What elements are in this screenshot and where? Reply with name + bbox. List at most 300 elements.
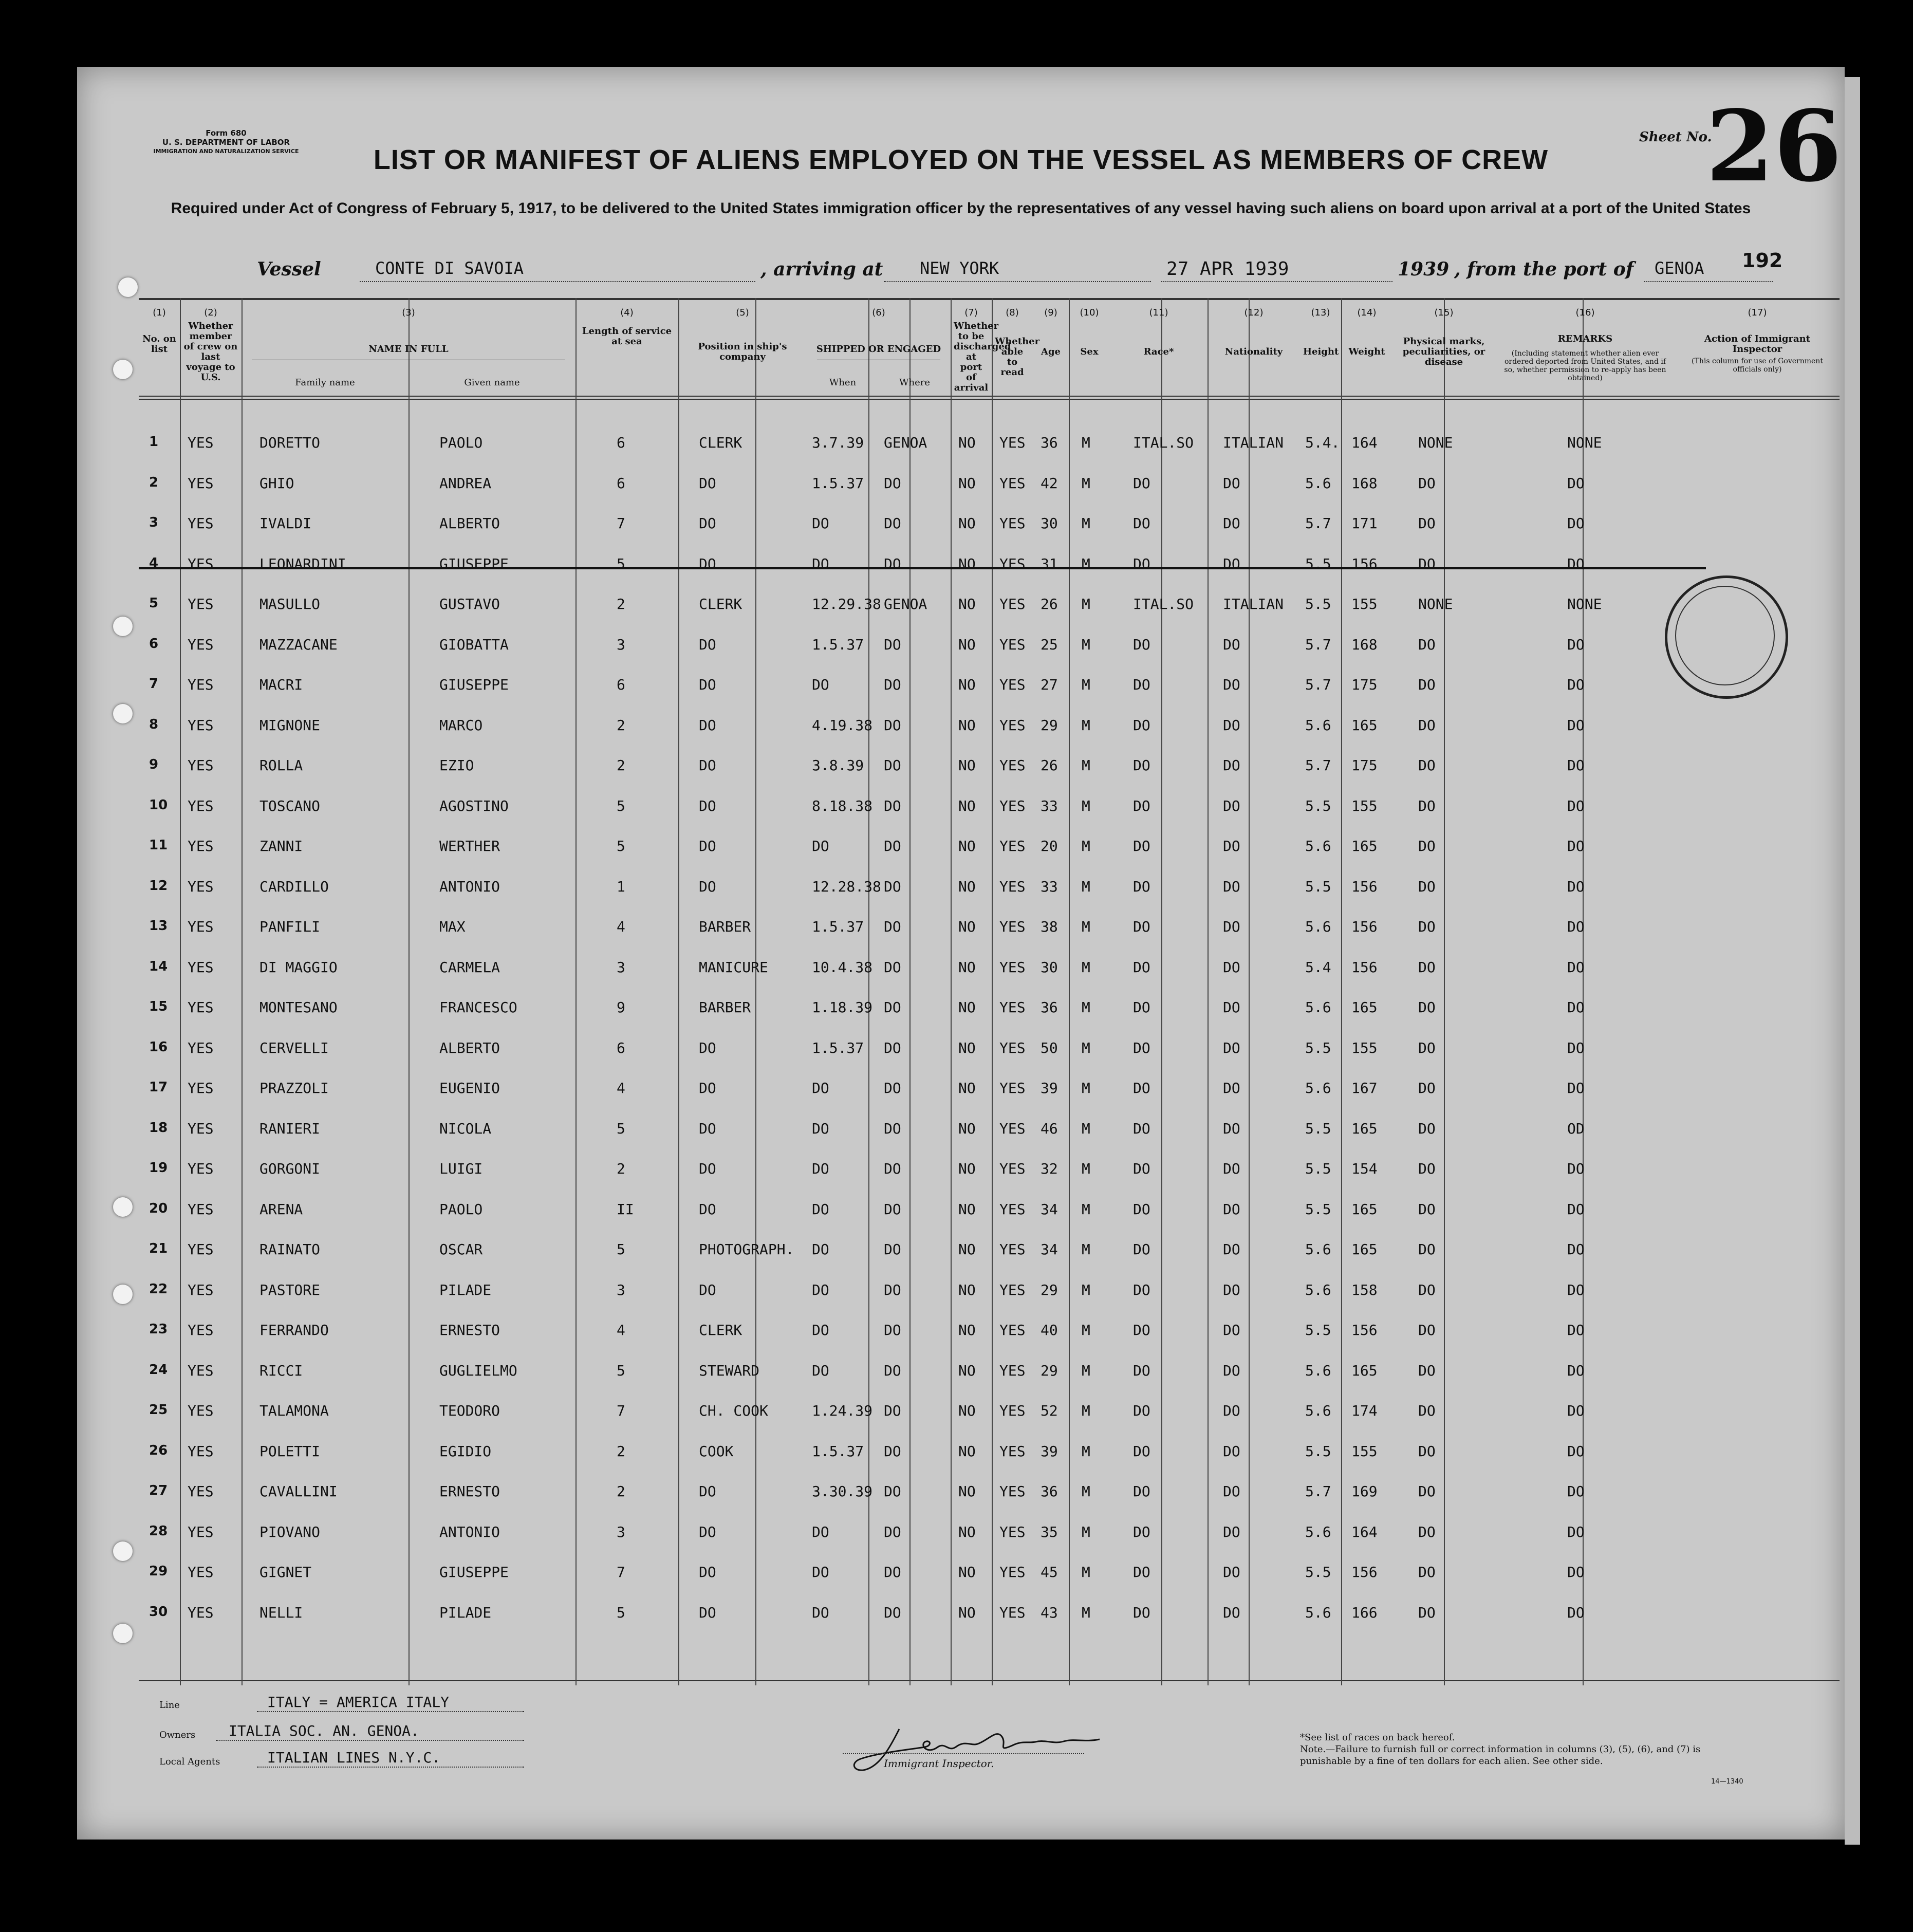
- cell-read: YES: [999, 1604, 1026, 1621]
- cell-given: ALBERTO: [439, 1039, 500, 1056]
- cell-no: 23: [149, 1322, 168, 1337]
- cell-when: 1.5.37: [812, 918, 864, 935]
- cell-remarks: DO: [1567, 1362, 1585, 1379]
- cell-position: DO: [699, 1160, 716, 1177]
- cell-weight: 175: [1351, 757, 1378, 774]
- cell-discharged: NO: [958, 757, 976, 774]
- cell-race: DO: [1133, 1402, 1150, 1419]
- cell-age: 45: [1041, 1564, 1058, 1581]
- cell-position: DO: [699, 1564, 716, 1581]
- cell-remarks: DO: [1567, 838, 1585, 854]
- cell-sex: M: [1082, 1564, 1090, 1581]
- cell-nationality: DO: [1223, 1120, 1240, 1137]
- cell-position: DO: [699, 555, 716, 572]
- cell-marks: DO: [1418, 474, 1436, 492]
- vessel-label: Vessel: [257, 258, 321, 280]
- cell-weight: 174: [1351, 1402, 1378, 1419]
- cell-prev: YES: [188, 1604, 214, 1621]
- cell-age: 25: [1041, 636, 1058, 653]
- cell-sex: M: [1082, 878, 1090, 895]
- cell-weight: 167: [1351, 1080, 1378, 1097]
- cell-remarks: DO: [1567, 958, 1585, 976]
- cell-where: DO: [884, 1160, 901, 1177]
- cell-discharged: NO: [958, 958, 976, 976]
- cell-prev: YES: [188, 515, 214, 532]
- cell-where: DO: [884, 1080, 901, 1097]
- cell-where: DO: [884, 918, 901, 935]
- cell-marks: DO: [1418, 1160, 1436, 1177]
- cell-nationality: DO: [1223, 999, 1240, 1016]
- cell-weight: 156: [1351, 958, 1378, 976]
- cell-remarks: DO: [1567, 1080, 1585, 1097]
- sheet-edge: [1845, 77, 1860, 1845]
- cell-race: DO: [1133, 958, 1150, 976]
- cell-given: GUGLIELMO: [439, 1362, 517, 1379]
- cell-sex: M: [1082, 958, 1090, 976]
- cell-sex: M: [1082, 999, 1090, 1016]
- cell-discharged: NO: [958, 555, 976, 572]
- cell-prev: YES: [188, 1120, 214, 1137]
- owners-label: Owners: [159, 1730, 196, 1740]
- footer-notes: [1300, 1732, 1737, 1767]
- cell-discharged: NO: [958, 474, 976, 492]
- cell-read: YES: [999, 757, 1026, 774]
- cell-race: DO: [1133, 797, 1150, 814]
- cell-discharged: NO: [958, 1281, 976, 1298]
- cell-read: YES: [999, 474, 1026, 492]
- cell-position: DO: [699, 676, 716, 693]
- cell-given: ANTONIO: [439, 1523, 500, 1540]
- cell-prev: YES: [188, 596, 214, 612]
- cell-age: 33: [1041, 797, 1058, 814]
- column-number: (10): [1080, 307, 1099, 318]
- cell-service: 5: [617, 1241, 625, 1258]
- cell-race: DO: [1133, 878, 1150, 895]
- cell-service: 7: [617, 1402, 625, 1419]
- cell-family: ROLLA: [259, 757, 303, 774]
- races-note: *See list of races on back hereof.: [1300, 1732, 1455, 1743]
- column-header: Sex: [1080, 346, 1099, 357]
- cell-prev: YES: [188, 1362, 214, 1379]
- inspector-label: Immigrant Inspector.: [884, 1757, 994, 1770]
- table-row: [139, 1241, 1840, 1282]
- cell-prev: YES: [188, 958, 214, 976]
- sheet-number: 26: [1706, 89, 1842, 203]
- cell-position: MANICURE: [699, 958, 768, 976]
- cell-weight: 156: [1351, 1564, 1378, 1581]
- cell-age: 46: [1041, 1120, 1058, 1137]
- cell-marks: DO: [1418, 515, 1436, 532]
- cell-discharged: NO: [958, 1442, 976, 1460]
- cell-weight: 156: [1351, 918, 1378, 935]
- cell-family: GHIO: [259, 474, 294, 492]
- cell-sex: M: [1082, 1039, 1090, 1056]
- table-row: [139, 1120, 1840, 1161]
- cell-where: DO: [884, 716, 901, 734]
- cell-discharged: NO: [958, 1523, 976, 1540]
- cell-nationality: DO: [1223, 555, 1240, 572]
- cell-weight: 175: [1351, 676, 1378, 693]
- column-number: (13): [1311, 307, 1330, 318]
- cell-service: 5: [617, 555, 625, 572]
- cell-height: 5.5: [1305, 878, 1331, 895]
- cell-position: DO: [699, 878, 716, 895]
- cell-position: DO: [699, 1120, 716, 1137]
- cell-height: 5.7: [1305, 1483, 1331, 1500]
- vessel-line: [257, 254, 1850, 285]
- cell-family: TOSCANO: [259, 797, 321, 814]
- cell-nationality: DO: [1223, 636, 1240, 653]
- table-row: [139, 596, 1840, 637]
- cell-no: 27: [149, 1483, 168, 1498]
- cell-position: CH. COOK: [699, 1402, 768, 1419]
- cell-nationality: DO: [1223, 878, 1240, 895]
- cell-where: DO: [884, 838, 901, 854]
- agents-value: ITALIAN LINES N.Y.C.: [267, 1749, 441, 1766]
- punch-hole: [113, 360, 133, 379]
- cell-sex: M: [1082, 636, 1090, 653]
- cell-discharged: NO: [958, 1080, 976, 1097]
- cell-nationality: DO: [1223, 1080, 1240, 1097]
- vessel-name: CONTE DI SAVOIA: [375, 258, 524, 278]
- cell-when: DO: [812, 1200, 829, 1218]
- cell-remarks: DO: [1567, 1564, 1585, 1581]
- cell-where: DO: [884, 1483, 901, 1500]
- cell-sex: M: [1082, 1442, 1090, 1460]
- cell-race: ITAL.SO: [1133, 434, 1194, 451]
- cell-nationality: DO: [1223, 1442, 1240, 1460]
- cell-prev: YES: [188, 1241, 214, 1258]
- table-row: [139, 515, 1840, 556]
- cell-where: DO: [884, 1523, 901, 1540]
- cell-age: 42: [1041, 474, 1058, 492]
- cell-sex: M: [1082, 676, 1090, 693]
- cell-marks: DO: [1418, 1080, 1436, 1097]
- subheader-note: (This column for use of Government officials only): [1692, 357, 1823, 374]
- cell-when: 8.18.38: [812, 797, 873, 814]
- cell-when: DO: [812, 555, 829, 572]
- cell-nationality: DO: [1223, 1362, 1240, 1379]
- table-row: [139, 918, 1840, 959]
- cell-discharged: NO: [958, 1200, 976, 1218]
- cell-height: 5.6: [1305, 1604, 1331, 1621]
- cell-where: DO: [884, 958, 901, 976]
- cell-position: DO: [699, 1523, 716, 1540]
- cell-age: 29: [1041, 716, 1058, 734]
- cell-weight: 165: [1351, 716, 1378, 734]
- cell-remarks: DO: [1567, 474, 1585, 492]
- cell-prev: YES: [188, 555, 214, 572]
- cell-read: YES: [999, 555, 1026, 572]
- cell-age: 39: [1041, 1080, 1058, 1097]
- crew-table: [139, 298, 1840, 1685]
- column-number: (15): [1434, 307, 1454, 318]
- punch-hole: [113, 1285, 133, 1304]
- cell-discharged: NO: [958, 1564, 976, 1581]
- table-row: [139, 1524, 1840, 1565]
- cell-weight: 165: [1351, 1120, 1378, 1137]
- cell-read: YES: [999, 1322, 1026, 1339]
- cell-when: 1.18.39: [812, 999, 873, 1016]
- cell-race: DO: [1133, 1564, 1150, 1581]
- cell-given: MARCO: [439, 716, 483, 734]
- cell-discharged: NO: [958, 636, 976, 653]
- cell-prev: YES: [188, 1322, 214, 1339]
- cell-given: OSCAR: [439, 1241, 483, 1258]
- cell-family: GORGONI: [259, 1160, 321, 1177]
- cell-sex: M: [1082, 596, 1090, 612]
- cell-read: YES: [999, 1523, 1026, 1540]
- cell-sex: M: [1082, 1523, 1090, 1540]
- cell-age: 26: [1041, 757, 1058, 774]
- cell-height: 5.7: [1305, 515, 1331, 532]
- cell-when: 1.5.37: [812, 1039, 864, 1056]
- cell-marks: DO: [1418, 1120, 1436, 1137]
- cell-service: 3: [617, 1281, 625, 1298]
- cell-race: DO: [1133, 515, 1150, 532]
- table-row: [139, 475, 1840, 516]
- sheet-label: Sheet No.: [1639, 129, 1712, 145]
- cell-service: 2: [617, 1160, 625, 1177]
- cell-race: DO: [1133, 1039, 1150, 1056]
- cell-weight: 155: [1351, 797, 1378, 814]
- cell-age: 30: [1041, 958, 1058, 976]
- cell-weight: 154: [1351, 1160, 1378, 1177]
- cell-prev: YES: [188, 474, 214, 492]
- cell-discharged: NO: [958, 1362, 976, 1379]
- cell-remarks: DO: [1567, 1039, 1585, 1056]
- cell-no: 13: [149, 918, 168, 934]
- cell-when: 1.5.37: [812, 636, 864, 653]
- cell-service: 2: [617, 757, 625, 774]
- cell-read: YES: [999, 716, 1026, 734]
- cell-no: 21: [149, 1241, 168, 1256]
- cell-weight: 155: [1351, 1442, 1378, 1460]
- cell-read: YES: [999, 958, 1026, 976]
- cell-position: DO: [699, 636, 716, 653]
- cell-remarks: DO: [1567, 1483, 1585, 1500]
- cell-weight: 164: [1351, 434, 1378, 451]
- cell-read: YES: [999, 676, 1026, 693]
- cell-sex: M: [1082, 1120, 1090, 1137]
- cell-race: DO: [1133, 636, 1150, 653]
- cell-remarks: DO: [1567, 757, 1585, 774]
- cell-marks: DO: [1418, 1483, 1436, 1500]
- cell-position: DO: [699, 1604, 716, 1621]
- cell-read: YES: [999, 1241, 1026, 1258]
- cell-when: 3.7.39: [812, 434, 864, 451]
- cell-marks: DO: [1418, 878, 1436, 895]
- cell-no: 24: [149, 1362, 168, 1378]
- column-header: Weight: [1348, 346, 1385, 357]
- cell-position: DO: [699, 1200, 716, 1218]
- cell-family: MASULLO: [259, 596, 321, 612]
- cell-nationality: DO: [1223, 838, 1240, 854]
- cell-weight: 165: [1351, 1200, 1378, 1218]
- cell-when: 1.5.37: [812, 1442, 864, 1460]
- cell-given: GIUSEPPE: [439, 1564, 509, 1581]
- cell-prev: YES: [188, 838, 214, 854]
- cell-discharged: NO: [958, 1241, 976, 1258]
- cell-race: DO: [1133, 1080, 1150, 1097]
- cell-given: AGOSTINO: [439, 797, 509, 814]
- cell-discharged: NO: [958, 716, 976, 734]
- cell-race: DO: [1133, 1200, 1150, 1218]
- column-header: Age: [1041, 346, 1061, 357]
- cell-marks: DO: [1418, 555, 1436, 572]
- cell-race: DO: [1133, 1604, 1150, 1621]
- table-row: [139, 1362, 1840, 1403]
- cell-remarks: DO: [1567, 636, 1585, 653]
- cell-remarks: DO: [1567, 1523, 1585, 1540]
- column-header: NAME IN FULL: [368, 344, 449, 355]
- cell-marks: NONE: [1418, 596, 1453, 612]
- cell-remarks: DO: [1567, 918, 1585, 935]
- cell-age: 38: [1041, 918, 1058, 935]
- cell-weight: 164: [1351, 1523, 1378, 1540]
- department: U. S. DEPARTMENT OF LABOR: [162, 138, 290, 147]
- cell-nationality: DO: [1223, 797, 1240, 814]
- cell-no: 8: [149, 716, 159, 732]
- cell-age: 31: [1041, 555, 1058, 572]
- cell-age: 32: [1041, 1160, 1058, 1177]
- cell-given: PILADE: [439, 1281, 492, 1298]
- cell-height: 5.5: [1305, 1039, 1331, 1056]
- cell-no: 3: [149, 515, 159, 530]
- cell-position: DO: [699, 1080, 716, 1097]
- line-label: Line: [159, 1700, 180, 1711]
- cell-prev: YES: [188, 797, 214, 814]
- cell-height: 5.5: [1305, 1442, 1331, 1460]
- cell-service: 6: [617, 1039, 625, 1056]
- cell-family: FERRANDO: [259, 1322, 329, 1339]
- cell-no: 19: [149, 1160, 168, 1176]
- cell-no: 12: [149, 878, 168, 894]
- cell-family: GIGNET: [259, 1564, 312, 1581]
- column-number: (7): [964, 307, 978, 318]
- cell-no: 22: [149, 1281, 168, 1297]
- cell-marks: DO: [1418, 1281, 1436, 1298]
- cell-service: 5: [617, 1362, 625, 1379]
- cell-weight: 166: [1351, 1604, 1378, 1621]
- owners-value: ITALIA SOC. AN. GENOA.: [229, 1722, 419, 1739]
- cell-nationality: DO: [1223, 676, 1240, 693]
- cell-discharged: NO: [958, 596, 976, 612]
- cell-height: 5.6: [1305, 838, 1331, 854]
- cell-nationality: DO: [1223, 474, 1240, 492]
- cell-family: RANIERI: [259, 1120, 321, 1137]
- cell-read: YES: [999, 797, 1026, 814]
- cell-sex: M: [1082, 1160, 1090, 1177]
- cell-discharged: NO: [958, 999, 976, 1016]
- cell-when: DO: [812, 515, 829, 532]
- column-header: SHIPPED OR ENGAGED: [816, 344, 941, 355]
- table-row: [139, 757, 1840, 798]
- cell-given: FRANCESCO: [439, 999, 517, 1016]
- column-number: (16): [1575, 307, 1595, 318]
- column-number: (3): [402, 307, 415, 318]
- cell-sex: M: [1082, 1241, 1090, 1258]
- cell-when: DO: [812, 1241, 829, 1258]
- cell-nationality: DO: [1223, 1241, 1240, 1258]
- cell-nationality: DO: [1223, 1322, 1240, 1339]
- cell-position: COOK: [699, 1442, 734, 1460]
- year: 1939: [1398, 258, 1450, 280]
- from-label: , from the port of: [1454, 258, 1634, 280]
- cell-family: MACRI: [259, 676, 303, 693]
- stamp-inner-ring: [1675, 586, 1775, 685]
- cell-remarks: DO: [1567, 676, 1585, 693]
- cell-age: 36: [1041, 999, 1058, 1016]
- cell-age: 29: [1041, 1281, 1058, 1298]
- cell-prev: YES: [188, 1442, 214, 1460]
- cell-service: 4: [617, 1322, 625, 1339]
- cell-weight: 155: [1351, 596, 1378, 612]
- cell-family: CERVELLI: [259, 1039, 329, 1056]
- cell-service: 5: [617, 797, 625, 814]
- cell-sex: M: [1082, 1281, 1090, 1298]
- cell-no: 16: [149, 1039, 168, 1055]
- cell-remarks: NONE: [1567, 434, 1602, 451]
- column-number: (11): [1149, 307, 1168, 318]
- cell-position: BARBER: [699, 999, 751, 1016]
- punch-hole: [113, 1541, 133, 1561]
- fine-note: Note.—Failure to furnish full or correct information in columns (3), (5), (6), and (7) is punishable by a fine of ten dollars for each alien. See other side.: [1300, 1744, 1701, 1767]
- cell-where: DO: [884, 636, 901, 653]
- cell-when: 4.19.38: [812, 716, 873, 734]
- cell-read: YES: [999, 1200, 1026, 1218]
- cell-no: 26: [149, 1442, 168, 1458]
- cell-race: DO: [1133, 757, 1150, 774]
- cell-position: CLERK: [699, 1322, 742, 1339]
- cell-marks: DO: [1418, 999, 1436, 1016]
- cell-read: YES: [999, 878, 1026, 895]
- cell-service: 5: [617, 1120, 625, 1137]
- cell-race: DO: [1133, 918, 1150, 935]
- cell-prev: YES: [188, 716, 214, 734]
- cell-marks: DO: [1418, 716, 1436, 734]
- cell-height: 5.5: [1305, 555, 1331, 572]
- cell-height: 5.6: [1305, 999, 1331, 1016]
- cell-marks: DO: [1418, 958, 1436, 976]
- cell-height: 5.7: [1305, 676, 1331, 693]
- cell-discharged: NO: [958, 878, 976, 895]
- cell-where: DO: [884, 555, 901, 572]
- cell-age: 34: [1041, 1241, 1058, 1258]
- subheader-family: Family name: [295, 377, 355, 388]
- cell-position: DO: [699, 1039, 716, 1056]
- cell-given: GIOBATTA: [439, 636, 509, 653]
- cell-remarks: DO: [1567, 1160, 1585, 1177]
- cell-where: DO: [884, 1039, 901, 1056]
- origin-port: GENOA: [1655, 258, 1704, 278]
- cell-position: DO: [699, 757, 716, 774]
- column-header: Action of Immigrant Inspector: [1704, 333, 1810, 355]
- cell-given: GIUSEPPE: [439, 555, 509, 572]
- cell-race: DO: [1133, 1362, 1150, 1379]
- cell-read: YES: [999, 1039, 1026, 1056]
- cell-no: 29: [149, 1564, 168, 1579]
- cell-remarks: DO: [1567, 797, 1585, 814]
- cell-race: DO: [1133, 1483, 1150, 1500]
- cell-marks: DO: [1418, 757, 1436, 774]
- cell-no: 28: [149, 1523, 168, 1539]
- cell-position: PHOTOGRAPH.: [699, 1241, 794, 1258]
- cell-sex: M: [1082, 515, 1090, 532]
- cell-read: YES: [999, 999, 1026, 1016]
- subheader-note: (Including statement whether alien ever ordered deported from United States, and if so, whether permission to re-apply has been obtained): [1504, 349, 1666, 382]
- cell-read: YES: [999, 1442, 1026, 1460]
